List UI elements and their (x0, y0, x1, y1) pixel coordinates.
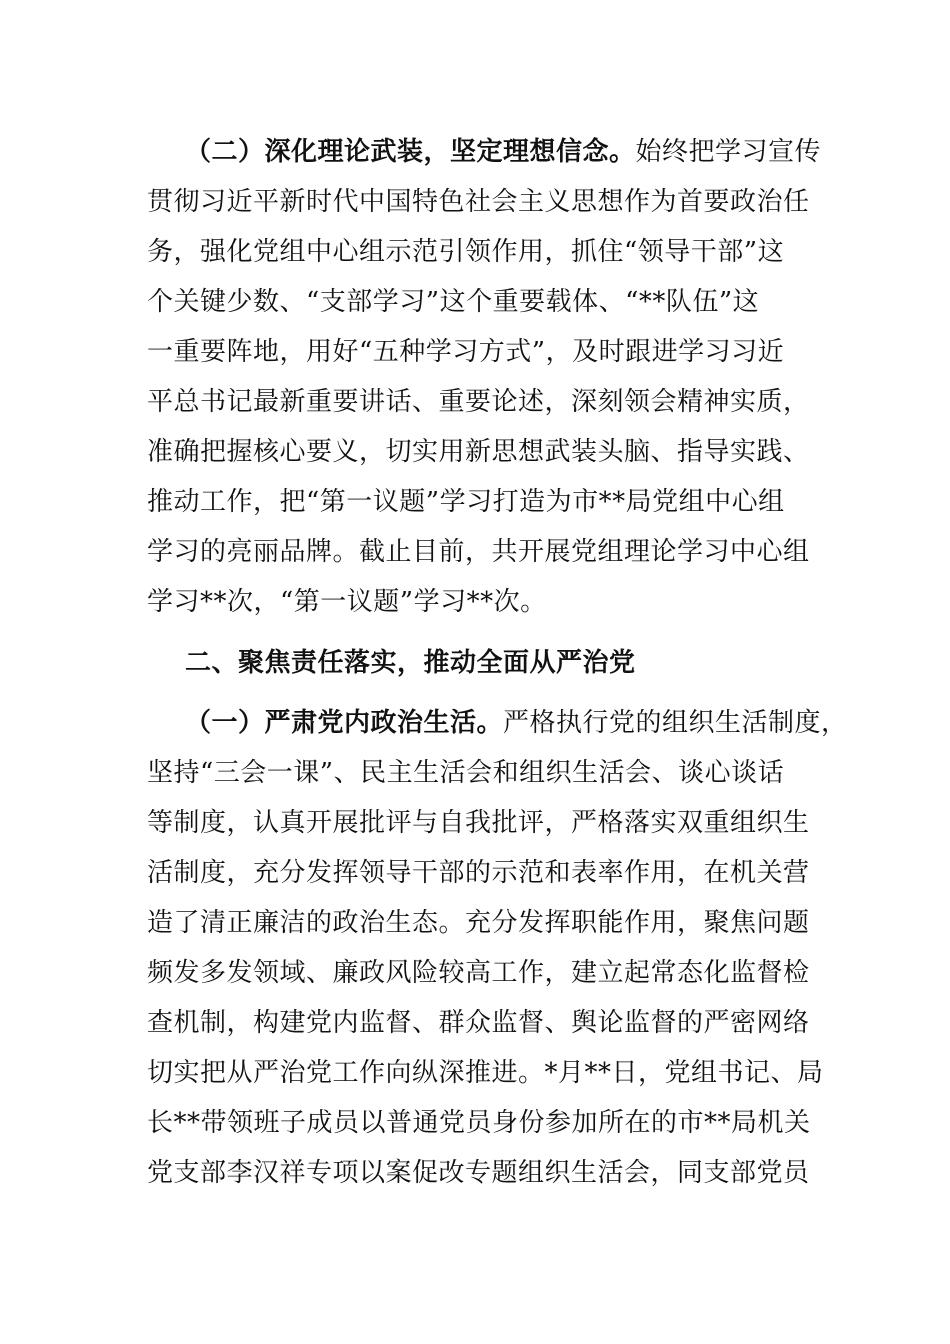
paragraph-first-line (185, 132, 875, 172)
paragraph-line: 切实把从严治党工作向纵深推进。*月**日，党组书记、局 (147, 1058, 824, 1088)
paragraph-first-line (185, 703, 875, 743)
paragraph-line: 查机制，构建党内监督、群众监督、舆论监督的严密网络 (147, 1008, 810, 1038)
paragraph-line: 准确把握核心要义，切实用新思想武装头脑、指导实践、 (147, 437, 810, 467)
paragraph-line: 个关键少数、“支部学习”这个重要载体、“**队伍”这 (147, 287, 760, 317)
paragraph-line: 贯彻习近平新时代中国特色社会主义思想作为首要政治任 (147, 187, 810, 217)
paragraph-line: 党支部李汉祥专项以案促改专题组织生活会，同支部党员 (147, 1158, 810, 1188)
paragraph-line: 学习**次，“第一议题”学习**次。 (147, 587, 547, 617)
paragraph-line: 造了清正廉洁的政治生态。充分发挥职能作用，聚焦问题 (147, 908, 810, 938)
paragraph-line: 坚持“三会一课”、民主生活会和组织生活会、谈心谈话 (147, 758, 785, 788)
paragraph-text: 始终把学习宣传 (635, 137, 822, 167)
paragraph-text: 严格执行党的组织生活制度， (503, 708, 848, 738)
paragraph-line: 长**带领班子成员以普通党员身份参加所在的市**局机关 (147, 1108, 811, 1138)
paragraph-line: 活制度，充分发挥领导干部的示范和表率作用，在机关营 (147, 858, 810, 888)
paragraph-line: 一重要阵地，用好“五种学习方式”，及时跟进学习习近 (147, 337, 785, 367)
subheading-deepen-theory: （二）深化理论武装，坚定理想信念。 (185, 137, 636, 167)
paragraph-line: 频发多发领域、廉政风险较高工作，建立起常态化监督检 (147, 958, 810, 988)
paragraph-line: 推动工作，把“第一议题”学习打造为市**局党组中心组 (147, 487, 785, 517)
paragraph-line: 等制度，认真开展批评与自我批评，严格落实双重组织生 (147, 808, 810, 838)
subheading-political-life: （一）严肃党内政治生活。 (185, 708, 504, 738)
paragraph-line: 务，强化党组中心组示范引领作用，抓住“领导干部”这 (147, 237, 785, 267)
paragraph-line: 学习的亮丽品牌。截止目前，共开展党组理论学习中心组 (147, 537, 810, 567)
section-title: 二、聚焦责任落实，推动全面从严治党 (185, 648, 636, 678)
paragraph-line: 平总书记最新重要讲话、重要论述，深刻领会精神实质， (147, 387, 810, 417)
